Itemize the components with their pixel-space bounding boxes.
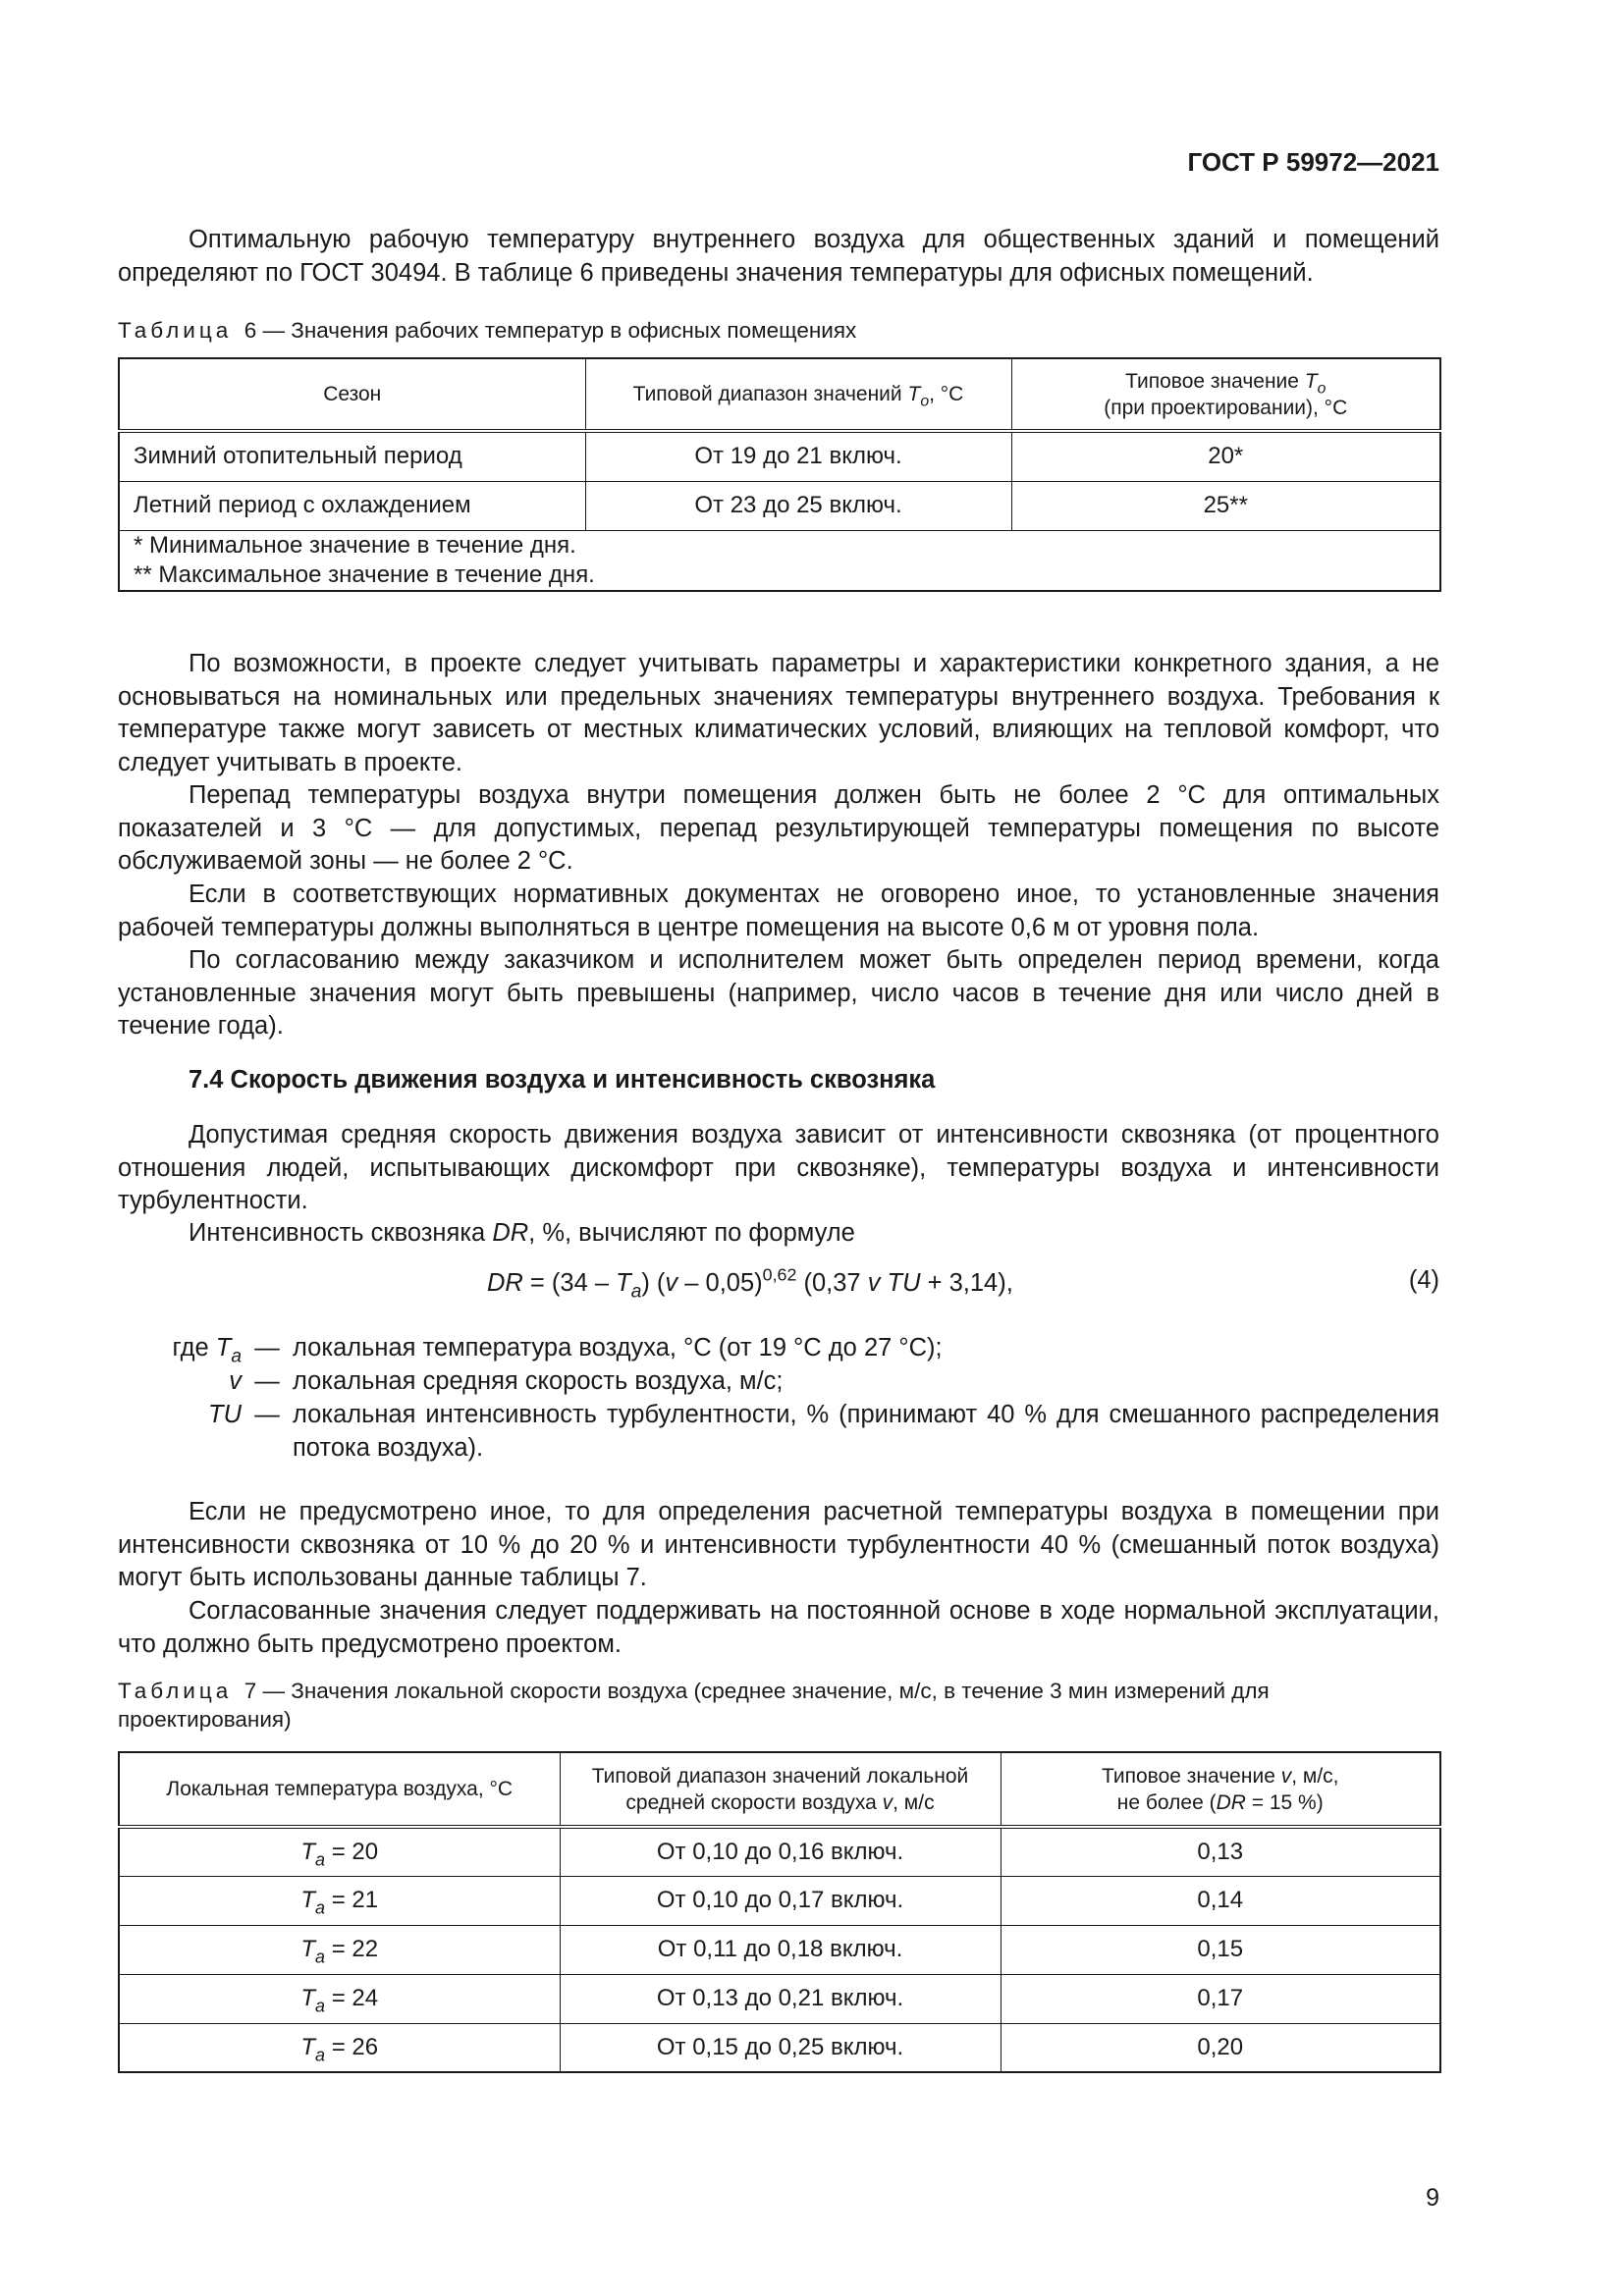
table7-cell-typical: 0,15 <box>1001 1925 1440 1974</box>
table7-caption-label: Таблица <box>118 1679 233 1703</box>
table7-cell-typical: 0,14 <box>1001 1876 1440 1925</box>
table6-caption <box>118 316 1439 345</box>
definition-row: v — локальная средняя скорость воздуха, м/с; <box>229 1367 784 1395</box>
table7-header-typical: Типовое значение v, м/с, не более (DR = 15 %) <box>1001 1752 1440 1827</box>
table7-cell-range: От 0,15 до 0,25 включ. <box>560 2023 1001 2072</box>
section-paragraph: Допустимая средняя скорость движения воздуха зависит от интенсивности сквозняка (от процентного отношения людей, испытывающих дискомфорт при сквозняке), температуры воздуха и интенсивности турбулентности. <box>118 1121 1439 1214</box>
section-heading: 7.4 Скорость движения воздуха и интенсивность сквозняка <box>189 1066 936 1094</box>
table6-cell-season: Зимний отопительный период <box>119 431 585 481</box>
table7-header-range: Типовой диапазон значений локальной средней скорости воздуха v, м/с <box>560 1752 1001 1827</box>
paragraph: По возможности, в проекте следует учитывать параметры и характеристики конкретного здания, а не основываться на номинальных или предельных значениях температуры внутреннего воздуха. Требования к температуре также могут зависеть от местных климатических условий, влияющих на тепловой комфорт, что следует учитывать в проекте. <box>118 650 1439 776</box>
table6-cell-range: От 19 до 21 включ. <box>585 431 1011 481</box>
table-row <box>119 481 1440 530</box>
paragraph: Согласованные значения следует поддерживать на постоянной основе в ходе нормальной эксплуатации, что должно быть предусмотрено проектом. <box>118 1597 1439 1658</box>
table7-caption-text: 7 — Значения локальной скорости воздуха (среднее значение, м/с, в течение 3 мин измерений для проектирования) <box>118 1679 1270 1732</box>
table7-cell-temp: $T_a = 24$ <box>119 1974 560 2023</box>
table7-cell-range: От 0,10 до 0,17 включ. <box>560 1876 1001 1925</box>
table7-cell-temp: $T_a = 20$ <box>119 1827 560 1876</box>
table7-cell-typical: 0,13 <box>1001 1827 1440 1876</box>
formula: DR = $(34 - T_a)$ (v – 0,05)$^{0,62}$ (0,37 v TU + 3,14), <box>487 1264 1013 1303</box>
table6-header-range: Типовой диапазон значений $T_o$, °C <box>585 358 1011 431</box>
table6-notes <box>119 530 1440 591</box>
table7-cell-range: От 0,10 до 0,16 включ. <box>560 1827 1001 1876</box>
definitions <box>118 1331 1439 1465</box>
table7-caption <box>118 1677 1439 1734</box>
table-row <box>119 1974 1440 2023</box>
table-row <box>119 1827 1440 1876</box>
table7-cell-range: От 0,13 до 0,21 включ. <box>560 1974 1001 2023</box>
table6-cell-typical: 25** <box>1011 481 1440 530</box>
table6-cell-typical: 20* <box>1011 431 1440 481</box>
table-row <box>119 1876 1440 1925</box>
table-row <box>119 2023 1440 2072</box>
section-paragraph: Интенсивность сквозняка DR, %, вычисляют по формуле <box>189 1219 855 1247</box>
formula-number: (4) <box>1408 1266 1439 1294</box>
paragraph: Если не предусмотрено иное, то для определения расчетной температуры воздуха в помещении при интенсивности сквозняка от 10 % до 20 % и интенсивности турбулентности 40 % (смешанный поток воздуха) могут быть использованы данные таблицы 7. <box>118 1498 1439 1591</box>
table7-cell-temp: $T_a = 21$ <box>119 1876 560 1925</box>
table6-note: ** Максимальное значение в течение дня. <box>134 561 595 588</box>
paragraph: Если в соответствующих нормативных документах не оговорено иное, то установленные значения рабочей температуры должны выполняться в центре помещения на высоте 0,6 м от уровня пола. <box>118 881 1439 941</box>
table6-header-season: Сезон <box>119 358 585 431</box>
table6-cell-season: Летний период с охлаждением <box>119 481 585 530</box>
table6-cell-range: От 23 до 25 включ. <box>585 481 1011 530</box>
table7-cell-typical: 0,20 <box>1001 2023 1440 2072</box>
table7-cell-temp: $T_a = 22$ <box>119 1925 560 1974</box>
definition-row: где $T_a$ — локальная температура воздуха, °С (от 19 °С до 27 °С); <box>172 1334 943 1367</box>
paragraph: Перепад температуры воздуха внутри помещения должен быть не более 2 °С для оптимальных показателей и 3 °С — для допустимых, перепад результирующей температуры помещения по высоте обслуживаемой зоны — не более 2 °С. <box>118 781 1439 875</box>
table-row <box>119 431 1440 481</box>
table7-header-temp: Локальная температура воздуха, °С <box>119 1752 560 1827</box>
table6-caption-label: Таблица <box>118 318 233 343</box>
table7-cell-temp: $T_a = 26$ <box>119 2023 560 2072</box>
table7 <box>118 1751 1441 2073</box>
table6-header-typical: Типовое значение $T_o$ (при проектировании), °C <box>1011 358 1440 431</box>
table7-cell-typical: 0,17 <box>1001 1974 1440 2023</box>
table6-caption-text: 6 — Значения рабочих температур в офисных помещениях <box>244 318 857 343</box>
paragraph: По согласованию между заказчиком и исполнителем может быть определен период времени, когда установленные значения могут быть превышены (например, число часов в течение дня или число дней в течение года). <box>118 946 1439 1040</box>
table6-note: * Минимальное значение в течение дня. <box>134 531 576 559</box>
definition-row: TU — локальная интенсивность турбулентности, % (принимают 40 % для смешанного распределения потока воздуха). <box>208 1401 1439 1462</box>
document-code: ГОСТ Р 59972—2021 <box>1187 147 1439 177</box>
page-number: 9 <box>1426 2184 1439 2212</box>
table6 <box>118 357 1441 592</box>
table7-cell-range: От 0,11 до 0,18 включ. <box>560 1925 1001 1974</box>
table6-notes-row <box>119 530 1440 591</box>
table-row <box>119 1925 1440 1974</box>
intro-paragraph: Оптимальную рабочую температуру внутреннего воздуха для общественных зданий и помещений определяют по ГОСТ 30494. В таблице 6 приведены значения температуры для офисных помещений. <box>118 226 1439 287</box>
